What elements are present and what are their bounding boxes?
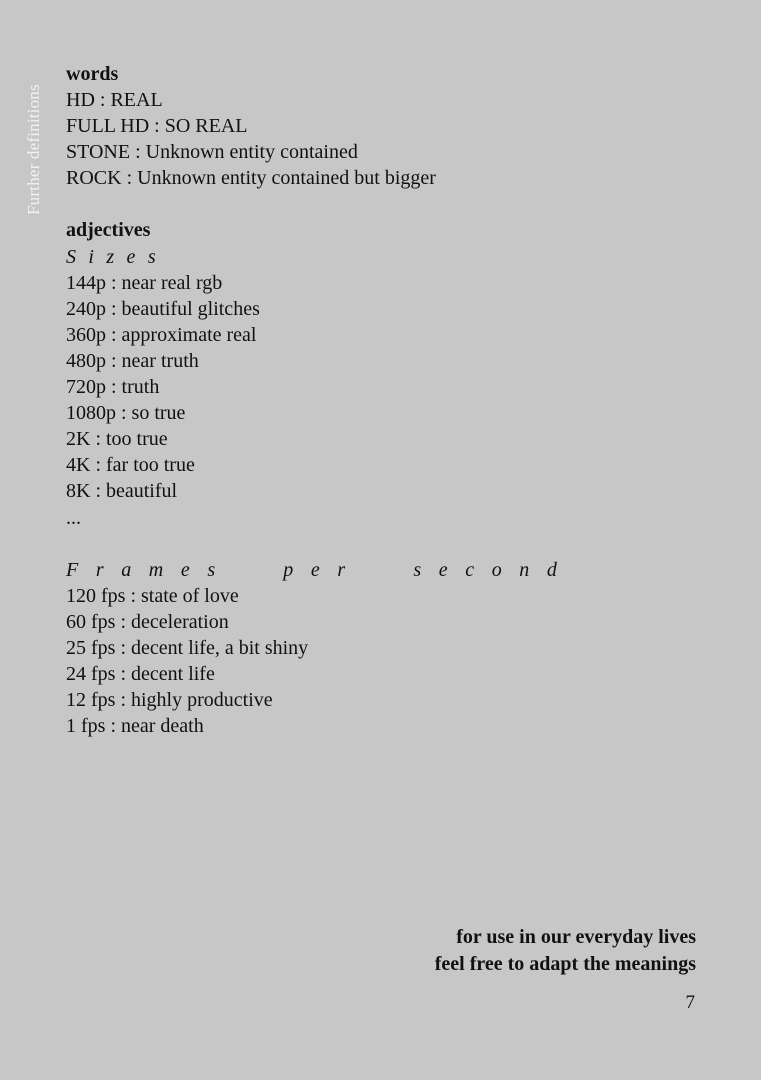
side-label: Further definitions xyxy=(24,84,43,215)
section-gap xyxy=(66,191,706,217)
size-definition: 480p : near truth xyxy=(66,349,199,372)
fps-definition: 24 fps : decent life xyxy=(66,662,215,685)
footer-line: for use in our everyday lives xyxy=(456,926,696,948)
size-definition: 1080p : so true xyxy=(66,402,186,425)
fps-definition: 60 fps : deceleration xyxy=(66,610,229,633)
size-definition: 4K : far too true xyxy=(66,454,195,477)
fps-definition: 12 fps : highly productive xyxy=(66,689,273,712)
size-definition: 360p : approximate real xyxy=(66,323,257,346)
fps-definition: 1 fps : near death xyxy=(66,715,204,738)
footer-line: feel free to adapt the meanings xyxy=(434,952,696,975)
page-number: 7 xyxy=(685,992,695,1013)
footer-note xyxy=(435,924,696,977)
word-definition: STONE : Unknown entity contained xyxy=(66,141,358,164)
words-heading: words xyxy=(66,63,119,85)
word-definition: ROCK : Unknown entity contained but bigger xyxy=(66,167,436,190)
sizes-subheading: Sizes xyxy=(66,245,168,268)
adjectives-heading: adjectives xyxy=(66,219,151,242)
fps-definition: 120 fps : state of love xyxy=(66,584,239,607)
fps-subheading: Frames per second xyxy=(66,558,575,581)
section-gap xyxy=(66,531,706,557)
size-definition: 2K : too true xyxy=(66,428,168,451)
word-definition: FULL HD : SO REAL xyxy=(66,115,248,138)
definitions-content xyxy=(66,61,706,739)
size-definition: 720p : truth xyxy=(66,376,160,399)
word-definition: HD : REAL xyxy=(66,89,163,112)
size-definition: 8K : beautiful xyxy=(66,480,178,503)
fps-definition: 25 fps : decent life, a bit shiny xyxy=(66,636,309,659)
size-ellipsis: ... xyxy=(66,506,81,529)
size-definition: 240p : beautiful glitches xyxy=(66,297,260,320)
size-definition: 144p : near real rgb xyxy=(66,271,223,294)
